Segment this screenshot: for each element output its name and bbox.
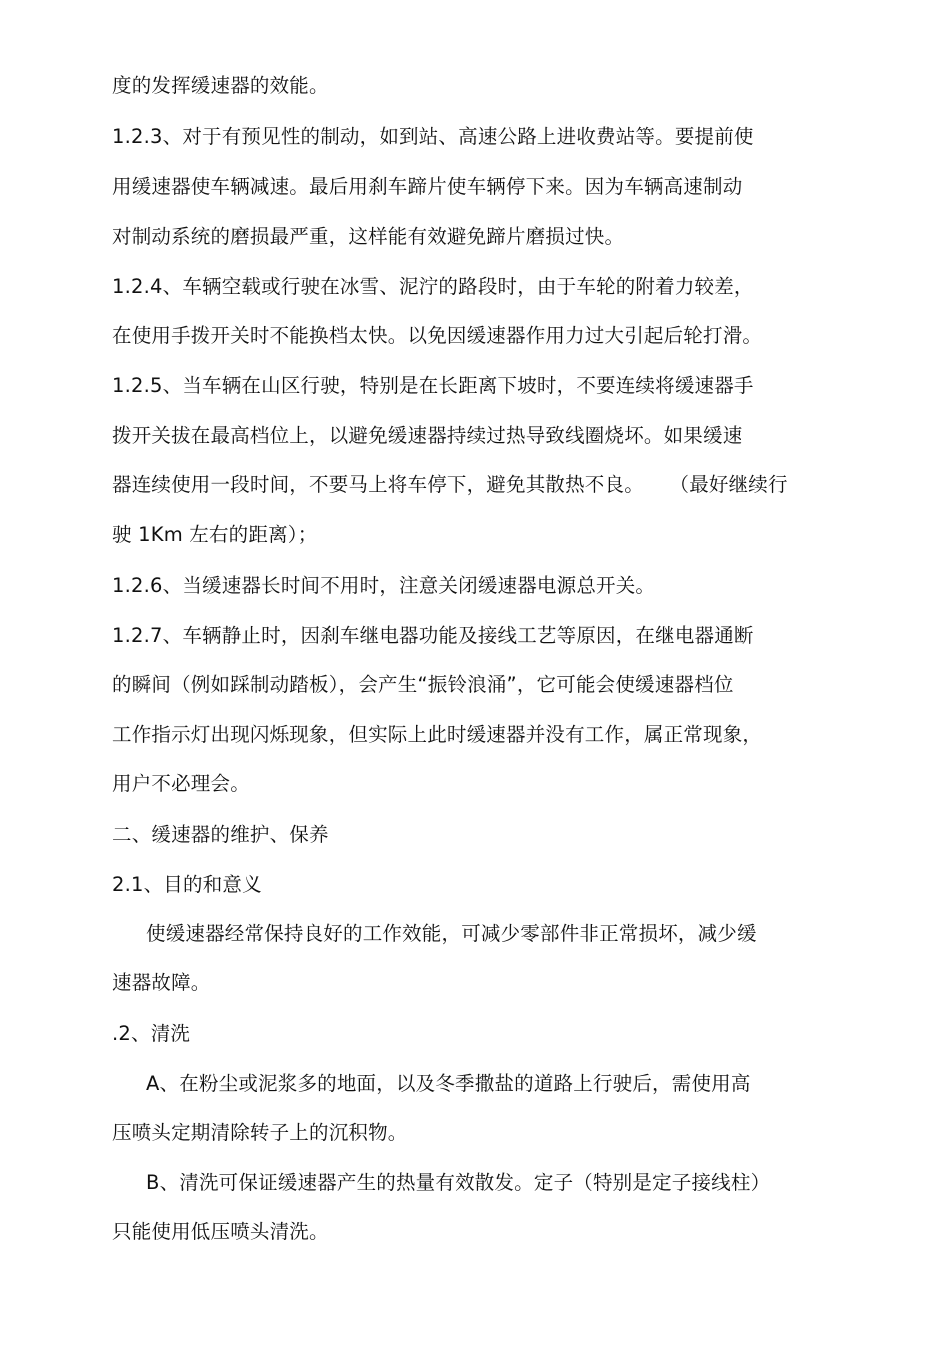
text-line: 在使用手拨开关时不能换档太快。以免因缓速器作用力过大引起后轮打滑。 xyxy=(112,324,763,347)
text-line: 1.2.5、当车辆在山区行驶，特别是在长距离下坡时，不要连续将缓速器手 xyxy=(112,374,754,397)
text-line: 压喷头定期清除转子上的沉积物。 xyxy=(112,1121,408,1144)
text-line: A、在粉尘或泥浆多的地面，以及冬季撒盐的道路上行驶后，需使用高 xyxy=(146,1072,751,1095)
text-line: 度的发挥缓速器的效能。 xyxy=(112,74,329,97)
text-line: 拨开关拔在最高档位上，以避免缓速器持续过热导致线圈烧坏。如果缓速 xyxy=(112,424,743,447)
text-line: 的瞬间（例如踩制动踏板），会产生“振铃浪涌”，它可能会使缓速器档位 xyxy=(112,673,734,696)
text-line: 对制动系统的磨损最严重，这样能有效避免蹄片磨损过快。 xyxy=(112,225,625,248)
text-line: 1.2.4、车辆空载或行驶在冰雪、泥泞的路段时，由于车轮的附着力较差， xyxy=(112,275,754,298)
subsection-heading: .2、清洗 xyxy=(112,1022,191,1045)
text-line: 工作指示灯出现闪烁现象，但实际上此时缓速器并没有工作，属正常现象， xyxy=(112,723,763,746)
text-line: 1.2.3、对于有预见性的制动，如到站、高速公路上进收费站等。要提前使 xyxy=(112,125,754,148)
text-line: 1.2.6、当缓速器长时间不用时，注意关闭缓速器电源总开关。 xyxy=(112,574,656,597)
text-line: 驶 1Km 左右的距离）； xyxy=(112,523,318,546)
text-line: 速器故障。 xyxy=(112,971,211,994)
subsection-heading: 2.1、目的和意义 xyxy=(112,873,262,896)
text-line: 用户不必理会。 xyxy=(112,772,250,795)
text-line: 使缓速器经常保持良好的工作效能，可减少零部件非正常损坏，减少缓 xyxy=(146,922,757,945)
text-line: 用缓速器使车辆减速。最后用刹车蹄片使车辆停下来。因为车辆高速制动 xyxy=(112,175,743,198)
text-line: 只能使用低压喷头清洗。 xyxy=(112,1220,329,1243)
text-line: 器连续使用一段时间，不要马上将车停下，避免其散热不良。 （最好继续行 xyxy=(112,473,788,496)
text-line: 1.2.7、车辆静止时，因刹车继电器功能及接线工艺等原因，在继电器通断 xyxy=(112,624,754,647)
text-line: B、清洗可保证缓速器产生的热量有效散发。定子（特别是定子接线柱） xyxy=(146,1171,771,1194)
section-heading: 二、缓速器的维护、保养 xyxy=(112,823,329,846)
